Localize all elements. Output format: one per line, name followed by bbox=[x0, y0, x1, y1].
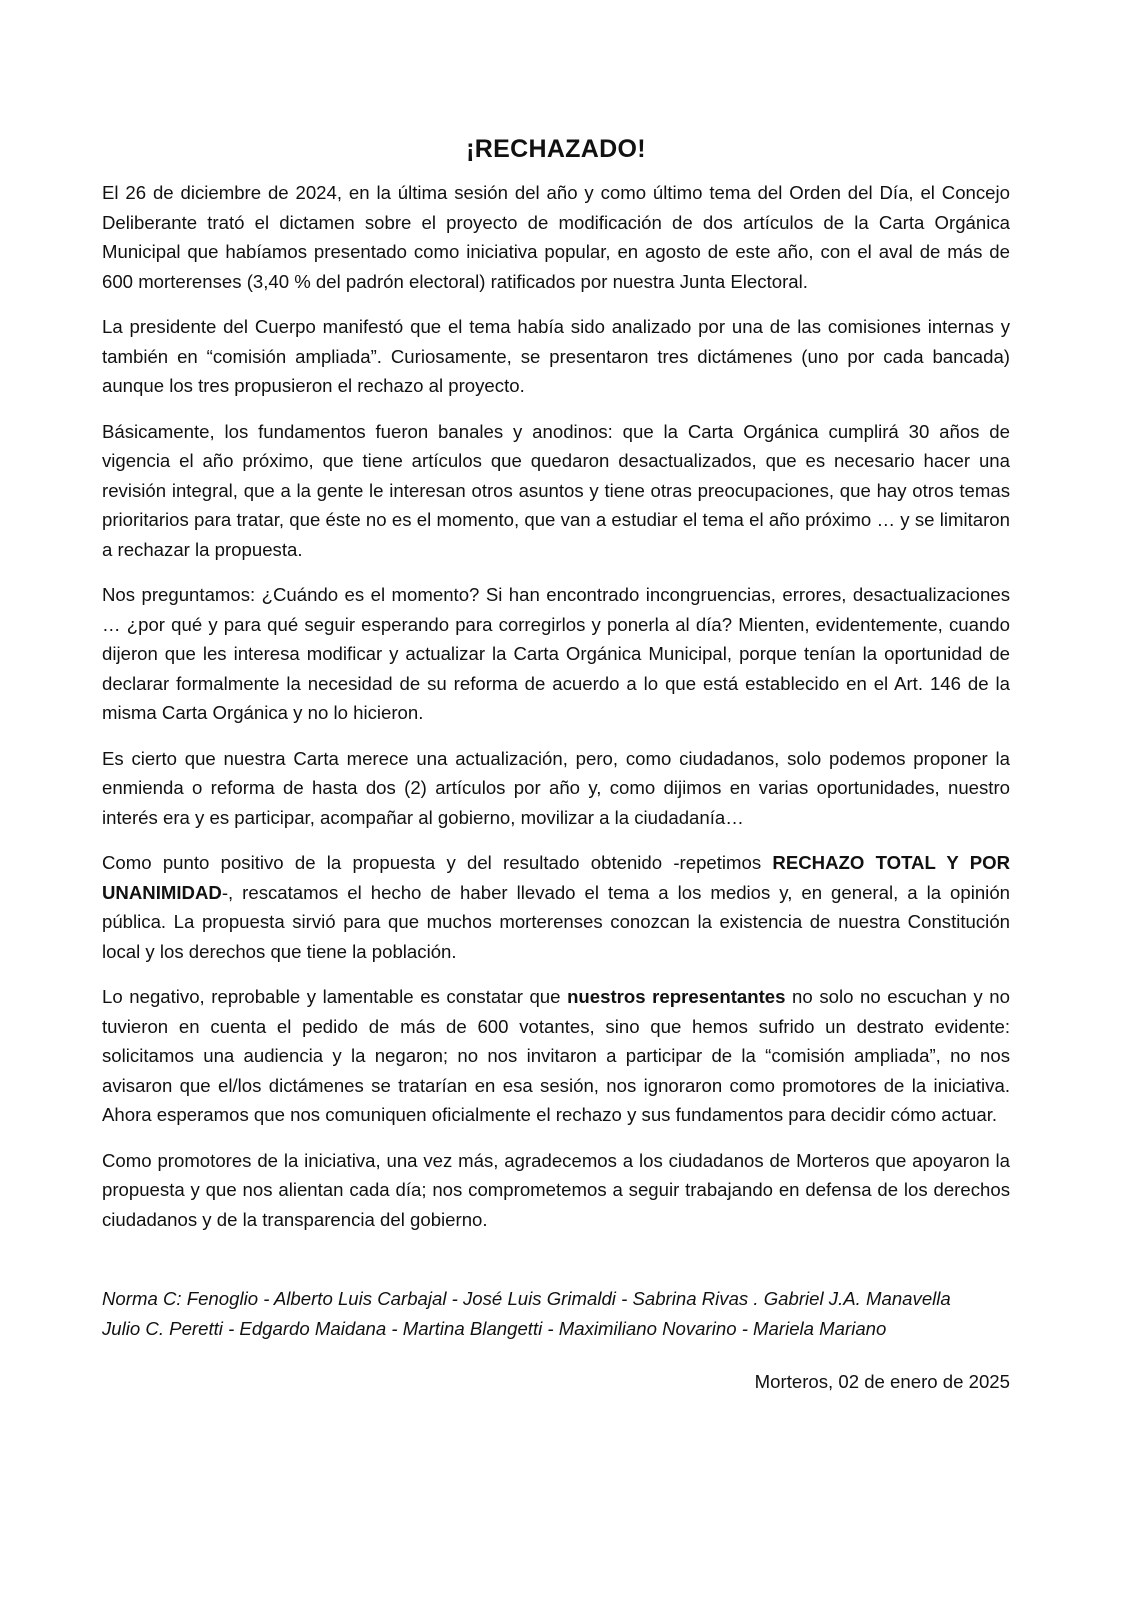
paragraph-7 bbox=[102, 982, 1010, 1130]
document-title: ¡RECHAZADO! bbox=[466, 135, 646, 163]
paragraph-3: Básicamente, los fundamentos fueron banales y anodinos: que la Carta Orgánica cumplirá 30 años de vigencia el año próximo, que tiene artículos que quedaron desactualizados, que es necesario hacer una revisión integral, que a la gente le interesan otros asuntos y tiene otras preocupaciones, que hay otros temas prioritarios para tratar, que éste no es el momento, que van a estudiar el tema el año próximo … y se limitaron a rechazar la propuesta. bbox=[102, 420, 1010, 560]
paragraph-6-bold-text: RECHAZO TOTAL Y POR UNANIMIDAD bbox=[102, 852, 1011, 903]
paragraph-2: La presidente del Cuerpo manifestó que el tema había sido analizado por una de las comisiones internas y también en “comisión ampliada”. Curiosamente, se presentaron tres dictámenes (uno por cada bancada) aunque los tres propusieron el rechazo al proyecto. bbox=[102, 316, 1010, 396]
paragraph-4: Nos preguntamos: ¿Cuándo es el momento? Si han encontrado incongruencias, errores, desactualizaciones … ¿por qué y para qué seguir esperando para corregirlos y ponerla al día? Mienten, evidentemente, cuando dijeron que les interesa modificar y actualizar la Carta Orgánica Municipal, porque tenían la oportunidad de declarar formalmente la necesidad de su reforma de acuerdo a lo que está establecido en el Art. 146 de la misma Carta Orgánica y no lo hicieron. bbox=[102, 584, 1010, 723]
paragraph-7-text-after: no solo no escuchan y no tuvieron en cuenta el pedido de más de 600 votantes, sino que hemos sufrido un destrato evidente: solicitamos una audiencia y la negaron; no nos invitaron a participar de la “comisión ampliada”, no nos avisaron que el/los dictámenes se tratarían en esa sesión, nos ignoraron como promotores de la iniciativa. Ahora esperamos que nos comuniquen oficialmente el rechazo y sus fundamentos para decidir cómo actuar. bbox=[102, 986, 1010, 1125]
document-page bbox=[102, 135, 1010, 1397]
dateline: Morteros, 02 de enero de 2025 bbox=[754, 1371, 1010, 1392]
paragraph-7-text-before: Lo negativo, reprobable y lamentable es constatar que bbox=[102, 986, 568, 1007]
paragraph-6 bbox=[102, 848, 1010, 966]
paragraph-8: Como promotores de la iniciativa, una vez más, agradecemos a los ciudadanos de Morteros que apoyaron la propuesta y que nos alientan cada día; nos comprometemos a seguir trabajando en defensa de los derechos ciudadanos y de la transparencia del gobierno. bbox=[102, 1149, 1010, 1230]
paragraph-6-text-after: -, rescatamos el hecho de haber llevado el tema a los medios y, en general, a la opinión pública. La propuesta sirvió para que muchos morterenses conozcan la existencia de nuestra Constitución local y los derechos que tiene la población. bbox=[102, 881, 1010, 962]
paragraph-1: El 26 de diciembre de 2024, en la última sesión del año y como último tema del Orden del Día, el Concejo Deliberante trató el dictamen sobre el proyecto de modificación de dos artículos de la Carta Orgánica Municipal que habíamos presentado como iniciativa popular, en agosto de este año, con el aval de más de 600 morterenses (3,40 % del padrón electoral) ratificados por nuestra Junta Electoral. bbox=[102, 182, 1010, 292]
signers-line-2: Julio C. Peretti - Edgardo Maidana - Martina Blangetti - Maximiliano Novarino - Mariela Mariano bbox=[102, 1317, 887, 1339]
signers-line-1: Norma C: Fenoglio - Alberto Luis Carbajal - José Luis Grimaldi - Sabrina Rivas . Gabriel J.A. Manavella bbox=[102, 1288, 951, 1309]
paragraph-6-text-before: Como punto positivo de la propuesta y del resultado obtenido -repetimos bbox=[102, 852, 773, 873]
signers-block bbox=[102, 1284, 1010, 1343]
paragraph-7-bold-text: nuestros representantes bbox=[567, 986, 786, 1007]
paragraph-5: Es cierto que nuestra Carta merece una actualización, pero, como ciudadanos, solo podemos proponer la enmienda o reforma de hasta dos (2) artículos por año y, como dijimos en varias oportunidades, nuestro interés era y es participar, acompañar al gobierno, movilizar a la ciudadanía… bbox=[102, 747, 1010, 828]
